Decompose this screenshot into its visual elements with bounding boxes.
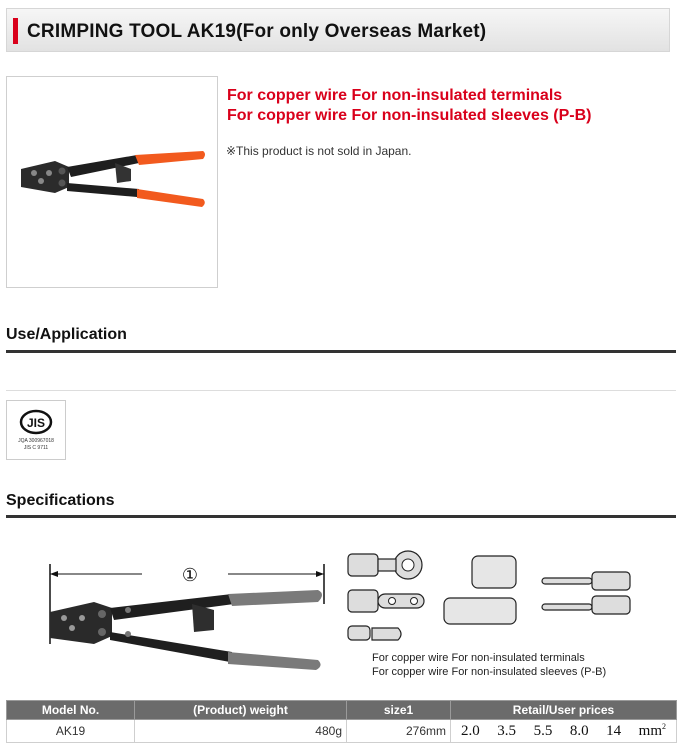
price-size: 8.0 [569, 722, 589, 739]
feature-text [227, 86, 592, 126]
feature-line-2: For copper wire For non-insulated sleeves (P-B) [227, 107, 592, 124]
cell-prices [451, 720, 677, 743]
header-size: size1 [347, 701, 451, 720]
specifications-heading: Specifications [6, 492, 115, 509]
title-accent [13, 18, 18, 44]
jis-code-1: JQA 300967018 [18, 438, 54, 444]
section-divider [6, 350, 676, 353]
feature-line-1: For copper wire For non-insulated terminals [227, 87, 563, 104]
header-model: Model No. [7, 701, 135, 720]
crimping-tool-photo-icon [7, 77, 217, 287]
header-weight: (Product) weight [135, 701, 347, 720]
dimension-marker: ① [181, 565, 199, 586]
jis-mark-icon [6, 400, 66, 460]
page-title-bar [6, 8, 670, 52]
header-prices: Retail/User prices [451, 701, 677, 720]
cell-size: 276mm [347, 720, 451, 743]
specification-table [6, 700, 677, 743]
table-header-row [7, 701, 677, 720]
use-application-heading: Use/Application [6, 326, 127, 343]
jis-code-2: JIS C 9711 [23, 445, 49, 451]
price-size: 2.0 [461, 722, 480, 739]
price-unit: $mm^2$ [638, 722, 666, 739]
cell-weight: 480g [135, 720, 347, 743]
cell-model: AK19 [7, 720, 135, 743]
availability-note: ※This product is not sold in Japan. [226, 144, 412, 158]
diagram-caption-1: For copper wire For non-insulated terminals [372, 652, 585, 664]
price-size: 14 [606, 722, 622, 739]
product-photo[interactable] [6, 76, 218, 288]
thin-divider [6, 390, 676, 391]
table-row [7, 720, 677, 743]
diagram-caption-2: For copper wire For non-insulated sleeves (P-B) [372, 666, 607, 678]
jis-label: JIS [26, 416, 46, 430]
page-title: CRIMPING TOOL AK19(For only Overseas Market) [27, 21, 487, 42]
price-size: 5.5 [533, 722, 553, 739]
section-divider [6, 515, 676, 518]
price-size: 3.5 [497, 722, 517, 739]
